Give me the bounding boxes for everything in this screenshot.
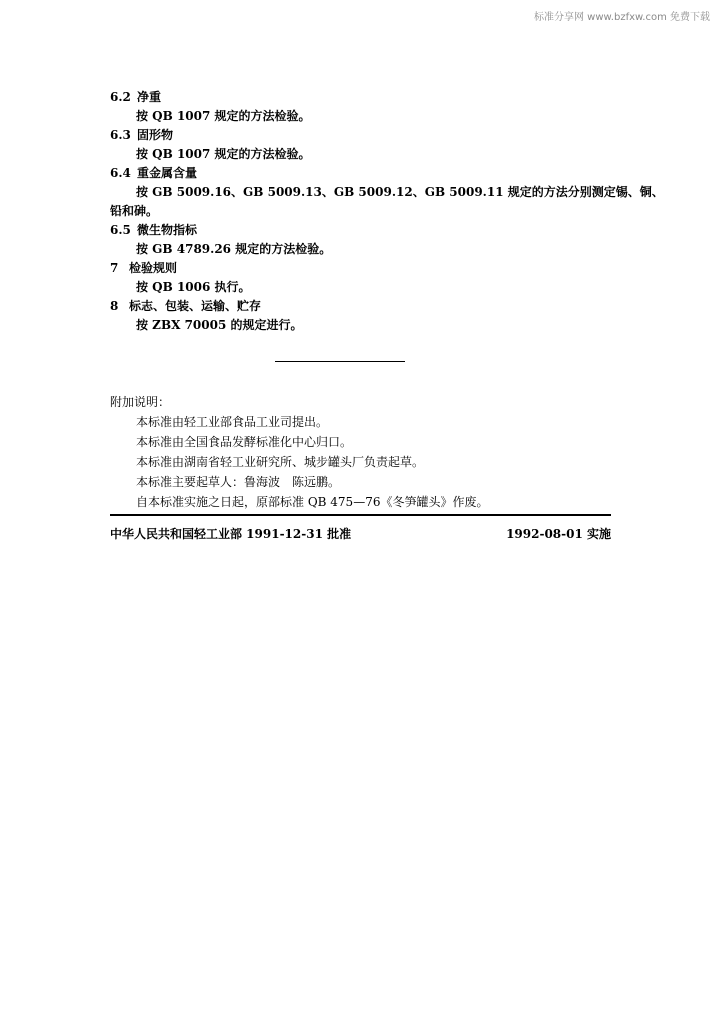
end-of-text-divider (275, 361, 405, 362)
section-number: 6.2 (110, 90, 131, 104)
section-title: 检验规则 (129, 261, 178, 275)
section-title: 净重 (137, 90, 162, 104)
section-heading (110, 88, 612, 107)
approval-footer (110, 525, 611, 542)
additional-notes (110, 392, 612, 512)
section-heading (110, 126, 612, 145)
notes-title: 附加说明： (110, 395, 171, 409)
approval-date: 中华人民共和国轻工业部 1991-12-31 批准 (110, 527, 352, 541)
section-title: 微生物指标 (137, 223, 198, 237)
section-body: 按 QB 1007 规定的方法检验。 (136, 109, 311, 123)
section-body: 按 GB 5009.16、GB 5009.13、GB 5009.12、GB 5009.11 规定的方法分别测定锡、铜、 (136, 185, 664, 199)
implementation-date: 1992-08-01 实施 (506, 527, 611, 541)
watermark-text: 标准分享网 www.bzfxw.com 免费下载 (534, 12, 710, 23)
section-heading (110, 259, 612, 278)
section-body: 按 ZBX 70005 的规定进行。 (136, 318, 303, 332)
section-body-continued: 铅和砷。 (110, 204, 159, 218)
section-body: 按 QB 1006 执行。 (136, 280, 251, 294)
section-number: 6.5 (110, 223, 131, 237)
section-heading (110, 164, 612, 183)
note-line: 本标准由湖南省轻工业研究所、城步罐头厂负责起草。 (136, 455, 425, 469)
note-line: 本标准由全国食品发酵标准化中心归口。 (136, 435, 353, 449)
section-title: 标志、包装、运输、贮存 (129, 299, 262, 313)
section-title: 重金属含量 (137, 166, 198, 180)
note-line: 本标准由轻工业部食品工业司提出。 (136, 415, 329, 429)
footer-rule (110, 514, 611, 516)
section-number: 6.3 (110, 128, 131, 142)
section-heading (110, 297, 612, 316)
section-number: 8 (110, 299, 119, 313)
standard-sections (110, 88, 664, 335)
section-body: 按 GB 4789.26 规定的方法检验。 (136, 242, 332, 256)
note-line: 自本标准实施之日起，原部标准 QB 475—76《冬笋罐头》作废。 (136, 495, 489, 509)
section-body: 按 QB 1007 规定的方法检验。 (136, 147, 311, 161)
section-number: 6.4 (110, 166, 131, 180)
note-line: 本标准主要起草人：鲁海波 陈远鹏。 (136, 475, 341, 489)
section-number: 7 (110, 261, 119, 275)
section-title: 固形物 (137, 128, 174, 142)
section-heading (110, 221, 612, 240)
